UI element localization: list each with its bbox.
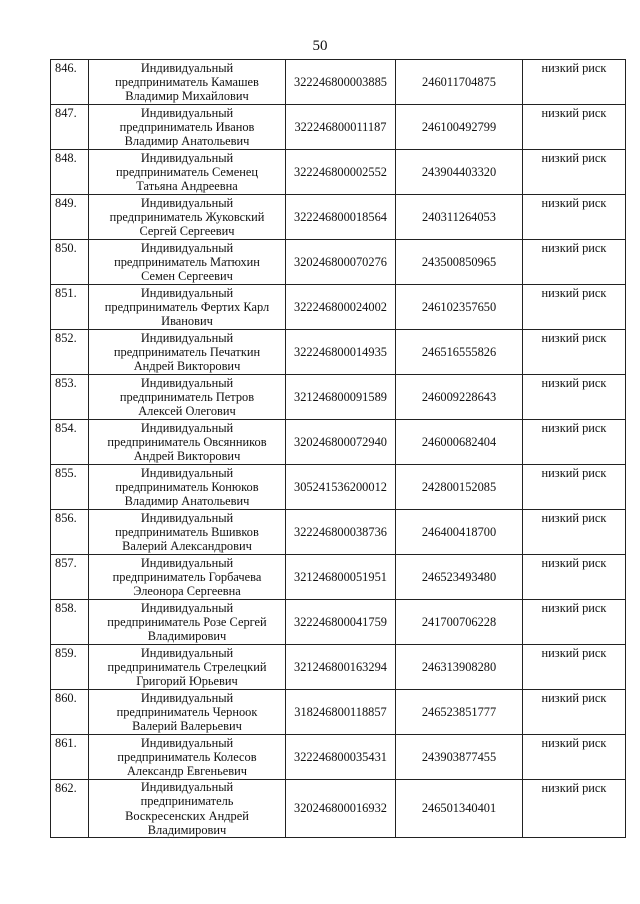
inn-cell: 246102357650 — [396, 285, 523, 330]
entrepreneur-name-cell — [89, 195, 286, 240]
row-number-cell: 852. — [51, 330, 89, 375]
entrepreneur-name-line: Валерий Валерьевич — [132, 719, 242, 734]
ogrn-cell: 321246800163294 — [286, 645, 396, 690]
entrepreneur-name-line: Владимир Анатольевич — [124, 494, 250, 509]
risk-category-cell: низкий риск — [523, 465, 626, 510]
ogrn-cell: 322246800024002 — [286, 285, 396, 330]
entrepreneur-name-line: Индивидуальный — [140, 555, 234, 570]
risk-category-cell: низкий риск — [523, 645, 626, 690]
entrepreneur-name-line: Индивидуальный — [140, 465, 234, 480]
inn-cell: 246011704875 — [396, 60, 523, 105]
table-row — [51, 510, 626, 555]
entrepreneur-name-line: Индивидуальный — [140, 150, 234, 165]
entrepreneur-name-line: Индивидуальный — [140, 105, 234, 120]
entrepreneur-name-line: предприниматель Колесов — [117, 749, 257, 764]
entrepreneur-name-line: предприниматель Фертих Карл — [104, 299, 270, 314]
ogrn-cell: 322246800038736 — [286, 510, 396, 555]
inn-cell: 243904403320 — [396, 150, 523, 195]
table-row — [51, 195, 626, 240]
entrepreneur-name-line: Владимирович — [147, 822, 227, 837]
entrepreneur-name-line: предприниматель Черноок — [116, 704, 258, 719]
entrepreneur-name-line: Индивидуальный — [140, 420, 234, 435]
ogrn-cell: 322246800011187 — [286, 105, 396, 150]
entrepreneur-name-cell — [89, 240, 286, 285]
row-number-cell: 849. — [51, 195, 89, 240]
entrepreneur-name-line: Сергей Сергеевич — [139, 224, 235, 239]
inn-cell: 243500850965 — [396, 240, 523, 285]
table-row — [51, 240, 626, 285]
ogrn-cell: 320246800072940 — [286, 420, 396, 465]
ogrn-cell: 320246800016932 — [286, 780, 396, 838]
entrepreneur-name-cell — [89, 645, 286, 690]
entrepreneur-name-cell — [89, 375, 286, 420]
risk-category-cell: низкий риск — [523, 555, 626, 600]
entrepreneur-name-line: Татьяна Андреевна — [136, 179, 238, 194]
table-row — [51, 105, 626, 150]
inn-cell: 241700706228 — [396, 600, 523, 645]
table-row — [51, 330, 626, 375]
entrepreneur-name-line: Александр Евгеньевич — [126, 764, 248, 779]
entrepreneur-name-cell — [89, 330, 286, 375]
table-row — [51, 690, 626, 735]
inn-cell: 246523493480 — [396, 555, 523, 600]
entrepreneur-name-cell — [89, 690, 286, 735]
entrepreneur-name-line: предприниматель Камашев — [115, 74, 259, 89]
ogrn-cell: 321246800051951 — [286, 555, 396, 600]
entrepreneur-name-line: Индивидуальный — [140, 510, 234, 525]
entrepreneur-name-line: Индивидуальный — [140, 285, 234, 300]
risk-category-cell: низкий риск — [523, 510, 626, 555]
row-number-cell: 856. — [51, 510, 89, 555]
entrepreneur-name-line: Андрей Викторович — [133, 449, 241, 464]
ogrn-cell: 322246800035431 — [286, 735, 396, 780]
entrepreneur-name-line: Владимирович — [147, 629, 227, 644]
ogrn-cell: 321246800091589 — [286, 375, 396, 420]
risk-category-cell: низкий риск — [523, 195, 626, 240]
inn-cell: 246516555826 — [396, 330, 523, 375]
row-number-cell: 862. — [51, 780, 89, 838]
table-row — [51, 645, 626, 690]
entrepreneur-name-line: Индивидуальный — [140, 735, 234, 750]
entrepreneur-name-cell — [89, 465, 286, 510]
risk-category-cell: низкий риск — [523, 240, 626, 285]
entrepreneur-name-line: Григорий Юрьевич — [136, 674, 238, 689]
entrepreneur-name-line: Воскресенских Андрей — [125, 808, 249, 823]
risk-category-cell: низкий риск — [523, 420, 626, 465]
row-number-cell: 847. — [51, 105, 89, 150]
entrepreneur-name-cell — [89, 510, 286, 555]
row-number-cell: 848. — [51, 150, 89, 195]
inn-cell: 242800152085 — [396, 465, 523, 510]
entrepreneur-name-cell — [89, 555, 286, 600]
entrepreneur-name-cell — [89, 600, 286, 645]
entrepreneur-name-cell — [89, 420, 286, 465]
inn-cell: 240311264053 — [396, 195, 523, 240]
row-number-cell: 861. — [51, 735, 89, 780]
inn-cell: 246100492799 — [396, 105, 523, 150]
entrepreneur-name-cell — [89, 150, 286, 195]
row-number-cell: 846. — [51, 60, 89, 105]
entrepreneur-name-line: предприниматель Печаткин — [113, 344, 261, 359]
entrepreneur-name-line: Индивидуальный — [140, 375, 234, 390]
table-row — [51, 780, 626, 838]
entrepreneur-name-line: предприниматель Жуковский — [109, 209, 265, 224]
entrepreneur-name-line: Индивидуальный — [140, 645, 234, 660]
ogrn-cell: 322246800003885 — [286, 60, 396, 105]
entrepreneur-name-line: предприниматель Матюхин — [114, 254, 260, 269]
entrepreneur-name-line: Индивидуальный — [140, 330, 234, 345]
row-number-cell: 850. — [51, 240, 89, 285]
ogrn-cell: 322246800018564 — [286, 195, 396, 240]
entrepreneur-name-cell — [89, 60, 286, 105]
inn-cell: 246009228643 — [396, 375, 523, 420]
row-number-cell: 855. — [51, 465, 89, 510]
risk-category-cell: низкий риск — [523, 600, 626, 645]
entrepreneur-name-cell — [89, 105, 286, 150]
row-number-cell: 858. — [51, 600, 89, 645]
entrepreneur-name-line: предприниматель Вшивков — [115, 524, 259, 539]
entrepreneur-name-line: предприниматель Петров — [119, 389, 255, 404]
inn-cell: 246313908280 — [396, 645, 523, 690]
entrepreneur-name-cell — [89, 780, 286, 838]
risk-category-cell: низкий риск — [523, 285, 626, 330]
table-row — [51, 465, 626, 510]
entrepreneur-name-line: предприниматель Конюков — [115, 479, 259, 494]
entrepreneur-name-line: Андрей Викторович — [133, 359, 241, 374]
entrepreneur-name-line: Индивидуальный — [140, 690, 234, 705]
risk-category-cell: низкий риск — [523, 60, 626, 105]
table-row — [51, 60, 626, 105]
table-row — [51, 375, 626, 420]
entrepreneur-name-line: Индивидуальный — [140, 195, 234, 210]
table-row — [51, 735, 626, 780]
risk-category-cell: низкий риск — [523, 150, 626, 195]
entrepreneur-name-line: Индивидуальный — [140, 780, 234, 795]
entrepreneur-name-line: Семен Сергеевич — [141, 269, 233, 284]
entrepreneur-name-line: Алексей Олегович — [138, 404, 236, 419]
row-number-cell: 854. — [51, 420, 89, 465]
entrepreneur-registry-table — [50, 59, 626, 838]
table-row — [51, 420, 626, 465]
risk-category-cell: низкий риск — [523, 780, 626, 838]
row-number-cell: 859. — [51, 645, 89, 690]
row-number-cell: 853. — [51, 375, 89, 420]
inn-cell: 243903877455 — [396, 735, 523, 780]
inn-cell: 246501340401 — [396, 780, 523, 838]
page-number: 50 — [312, 38, 328, 54]
ogrn-cell: 322246800002552 — [286, 150, 396, 195]
table-row — [51, 555, 626, 600]
entrepreneur-name-line: Иванович — [161, 314, 213, 329]
ogrn-cell: 320246800070276 — [286, 240, 396, 285]
registry-table-body — [51, 60, 626, 838]
ogrn-cell: 305241536200012 — [286, 465, 396, 510]
risk-category-cell: низкий риск — [523, 375, 626, 420]
inn-cell: 246523851777 — [396, 690, 523, 735]
entrepreneur-name-line: предприниматель Иванов — [119, 119, 255, 134]
entrepreneur-name-line: Валерий Александрович — [122, 539, 252, 554]
table-row — [51, 150, 626, 195]
risk-category-cell: низкий риск — [523, 105, 626, 150]
table-row — [51, 600, 626, 645]
entrepreneur-name-line: Индивидуальный — [140, 60, 234, 75]
entrepreneur-name-line: предприниматель Горбачева — [112, 569, 262, 584]
entrepreneur-name-cell — [89, 735, 286, 780]
risk-category-cell: низкий риск — [523, 330, 626, 375]
inn-cell: 246400418700 — [396, 510, 523, 555]
entrepreneur-name-line: Владимир Михайлович — [125, 89, 249, 104]
entrepreneur-name-line: Индивидуальный — [140, 600, 234, 615]
inn-cell: 246000682404 — [396, 420, 523, 465]
entrepreneur-name-line: предприниматель Овсянников — [107, 434, 267, 449]
row-number-cell: 857. — [51, 555, 89, 600]
ogrn-cell: 322246800014935 — [286, 330, 396, 375]
entrepreneur-name-line: Владимир Анатольевич — [124, 134, 250, 149]
entrepreneur-name-line: предприниматель Стрелецкий — [107, 659, 267, 674]
entrepreneur-name-line: Индивидуальный — [140, 240, 234, 255]
row-number-cell: 860. — [51, 690, 89, 735]
entrepreneur-name-line: предприниматель — [140, 794, 234, 809]
risk-category-cell: низкий риск — [523, 735, 626, 780]
ogrn-cell: 322246800041759 — [286, 600, 396, 645]
entrepreneur-name-line: предприниматель Розе Сергей — [107, 614, 267, 629]
entrepreneur-name-line: Элеонора Сергеевна — [133, 584, 241, 599]
risk-category-cell: низкий риск — [523, 690, 626, 735]
ogrn-cell: 318246800118857 — [286, 690, 396, 735]
row-number-cell: 851. — [51, 285, 89, 330]
entrepreneur-name-cell — [89, 285, 286, 330]
table-row — [51, 285, 626, 330]
entrepreneur-name-line: предприниматель Семенец — [116, 164, 258, 179]
